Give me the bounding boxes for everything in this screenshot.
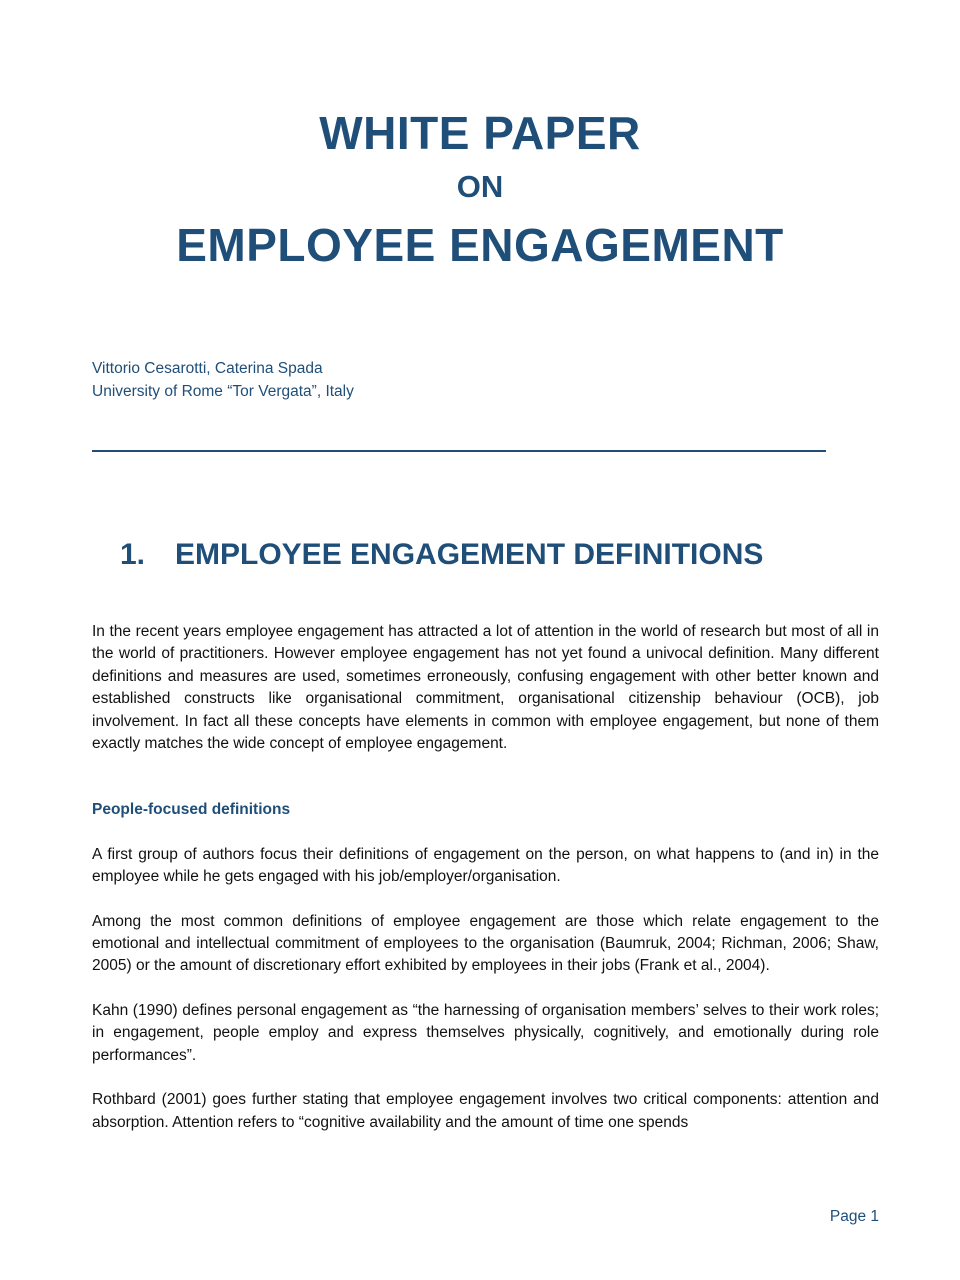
subsection-heading: People-focused definitions (92, 801, 291, 819)
body-paragraph: Among the most common definitions of employee engagement are those which relate engagement to the emotional and intellectual commitment of employees to the organisation (Baumruk, 2004; Richman, 2006; Shaw, 2005) or the amount of discretionary effort exhibited by employees in their jobs (Frank et al., 2004). (92, 912, 879, 975)
title-line-3: EMPLOYEE ENGAGEMENT (176, 219, 784, 271)
body-paragraph: Rothbard (2001) goes further stating that employee engagement involves two critical components: attention and absorption. Attention refers to “cognitive availability and the amount of time one spends (92, 1091, 879, 1131)
title-line-1: WHITE PAPER (319, 107, 641, 159)
section-heading (120, 534, 763, 576)
author-affiliation: University of Rome “Tor Vergata”, Italy (92, 383, 354, 400)
section-title: EMPLOYEE ENGAGEMENT DEFINITIONS (175, 538, 764, 571)
horizontal-divider (92, 450, 826, 452)
body-paragraph: Kahn (1990) defines personal engagement as “the harnessing of organisation members’ selves to their work roles; in engagement, people employ and express themselves physically, cognitively, and emotionally during role performances”. (92, 1001, 879, 1064)
title-line-2: ON (456, 169, 504, 204)
page-number: Page 1 (829, 1208, 879, 1225)
document-title (0, 105, 960, 273)
author-names: Vittorio Cesarotti, Caterina Spada (92, 360, 323, 377)
intro-paragraph: In the recent years employee engagement has attracted a lot of attention in the world of research but most of all in the world of practitioners. However employee engagement has not yet found a univocal definition. Many different definitions and measures are used, sometimes erroneously, confusing engagement with other better known and established constructs like organisational commitment, organisational citizenship behaviour (OCB), job involvement. In fact all these concepts have elements in common with employee engagement, but none of them exactly matches the wide concept of employee engagement. (92, 623, 879, 753)
section-number: 1. (120, 538, 146, 571)
body-paragraph: A first group of authors focus their definitions of engagement on the person, on what happens to (and in) in the employee while he gets engaged with his job/employer/organisation. (92, 845, 879, 886)
author-block (92, 357, 354, 403)
section-body (92, 621, 879, 1156)
